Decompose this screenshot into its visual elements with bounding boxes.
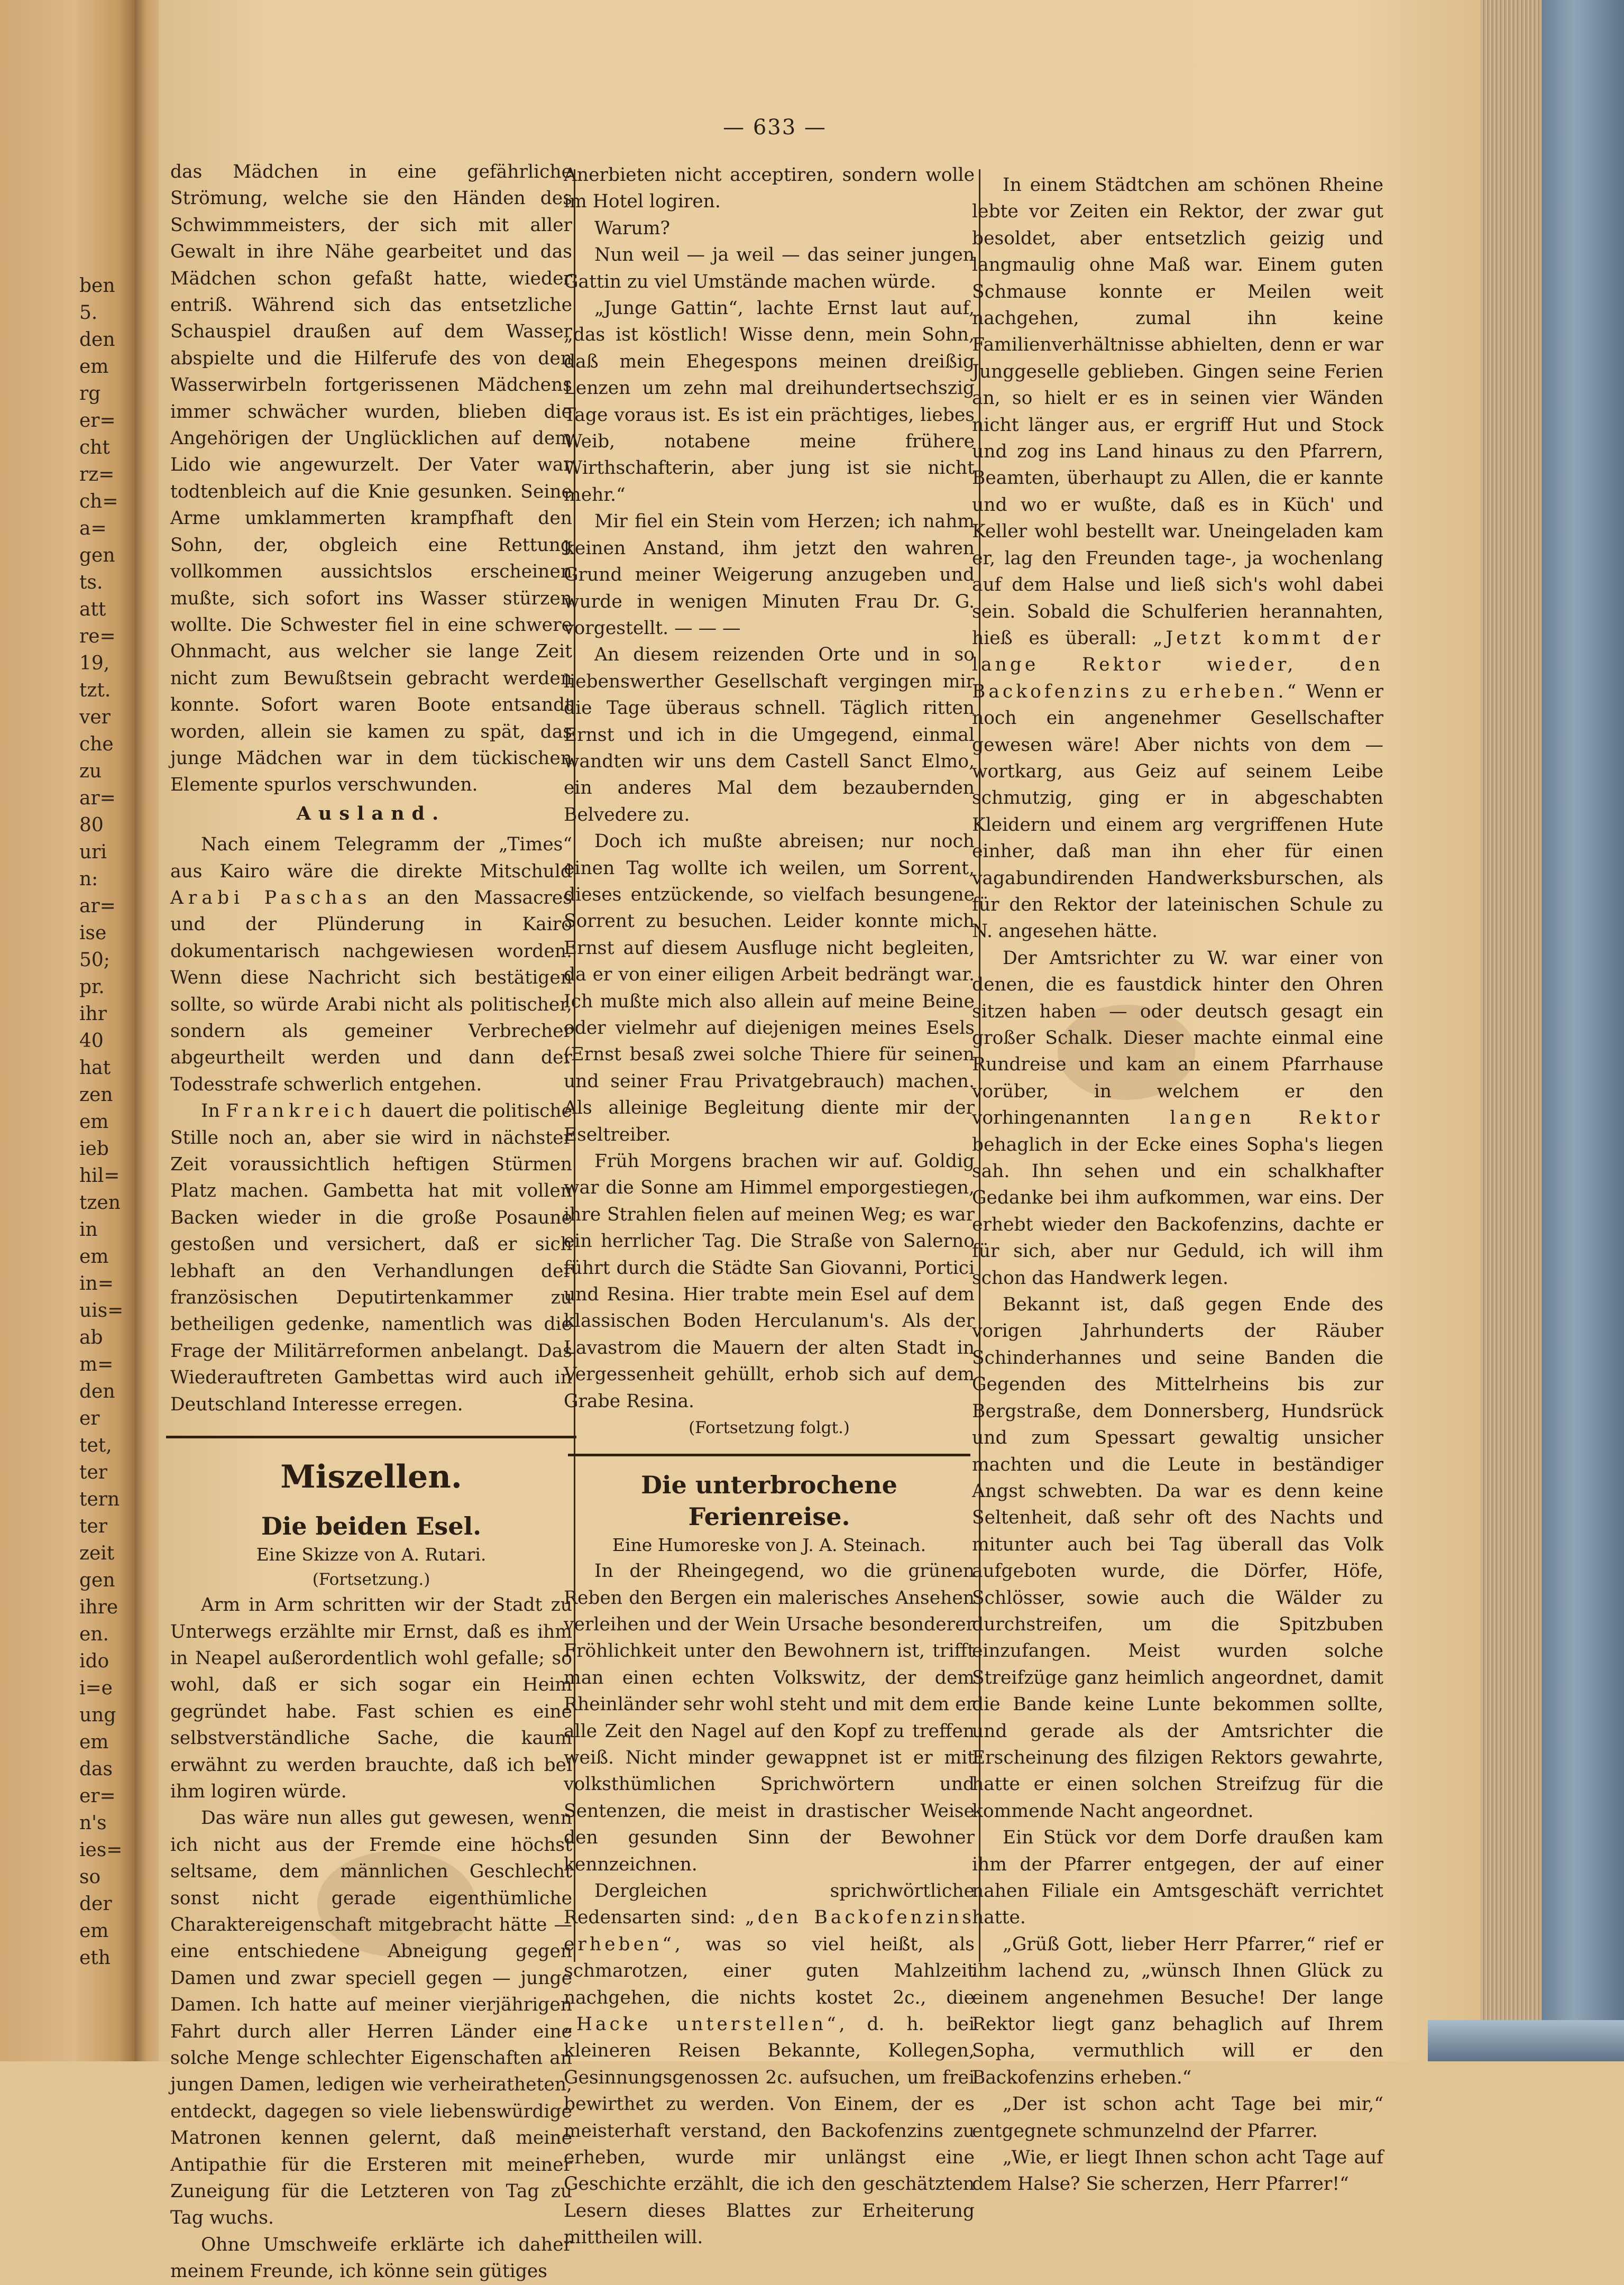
left-page-fragment: 80: [79, 814, 104, 836]
left-page-fragment: zeit: [79, 1543, 115, 1564]
left-page-fragment: ar=: [79, 787, 116, 809]
left-page-fragment: den: [79, 1381, 115, 1402]
left-page-fragment: 50;: [79, 949, 110, 971]
left-page-fragment: ter: [79, 1462, 107, 1483]
left-page-fragment: den: [79, 329, 115, 351]
spaced-phrase: langen Rektor: [1170, 1107, 1384, 1129]
section-heading-miszellen: Miszellen.: [280, 1458, 462, 1496]
paragraph: In der Rheingegend, wo die grünen Reben den Bergen ein malerisches Ansehen verleihen und der Wein Ursache besonderer Fröhlichkeit unter den Bewohnern ist, trifft man einen echten Volkswitz, der dem Rheinländer sehr wohl steht und mit dem er alle Zeit den Nagel auf den Kopf zu treffen weiß. Nicht minder gewappnet ist er mit volksthümlichen Sprichwörtern und Sentenzen, die meist in drastischer Weise den gesunden Sinn der Bewohner kennzeichnen.: [564, 1561, 975, 1875]
paragraph: Arm in Arm schritten wir der Stadt zu Unterwegs erzählte mir Ernst, daß es ihm in Neapel außerordentlich wohl gefalle; so wohl, daß er sich sogar ein Heim gegründet habe. Fast schien es eine selbstverständliche Sache, die kaum erwähnt zu werden brauchte, daß ich bei ihm logiren würde.: [170, 1594, 572, 1802]
text-run: Wenn er noch ein angenehmer Gesellschafter gewesen wäre! Aber nichts von dem — wortkarg, aus Geiz auf seinem Leibe schmutzig, ging er in abgeschabten Kleidern und einem arg vergriffenen Hute einher, daß man ihn eher für einen vagabundirenden Handwerksburschen, als für den Rektor der lateinischen Schule zu N. angesehen hätte.: [972, 681, 1383, 942]
left-page-fragment: em: [79, 356, 109, 378]
paragraph: Warum?: [594, 217, 670, 239]
text-run: behaglich in der Ecke eines Sopha's liegen sah. Ihn sehen und ein schalkhafter Gedanke bei ihm aufkommen, war eins. Der erhebt wieder den Backofenzins, dachte er für sich, aber nur Geduld, ich will ihm schon das Handwerk legen.: [972, 1134, 1383, 1289]
story-title: Die unterbrochene Ferienreise.: [641, 1471, 897, 1531]
spaced-phrase: „den Backofenzins erheben“: [564, 1907, 975, 1955]
paragraph: Doch ich mußte abreisen; nur noch einen Tag wollte ich weilen, um Sorrent, dieses entzückende, so vielfach besungene Sorrent zu besuchen. Leider konnte mich Ernst auf diesem Ausfluge nicht begleiten, da er von einer eiligen Arbeit bedrängt war. Ich mußte mich also allein auf meine Beine oder vielmehr auf diejenigen meines Esels (Ernst besaß zwei solche Thiere für seinen und seiner Frau Privatgebrauch) machen. Als alleinige Begleitung diente mir der Eseltreiber.: [564, 831, 975, 1145]
left-page-fragment: tzen: [79, 1192, 121, 1214]
paragraph: An diesem reizenden Orte und in so liebenswerther Gesellschaft vergingen mir die Tage überaus schnell. Täglich ritten Ernst und ich in die Umgegend, einmal wandten wir uns dem Castell Sanct Elmo, ein anderes Mal dem bezaubernden Belvedere zu.: [564, 644, 975, 825]
left-page-fragment: ung: [79, 1704, 116, 1726]
story-subtitle: Eine Skizze von A. Rutari.: [256, 1544, 487, 1565]
left-page-fragment: m=: [79, 1354, 114, 1375]
left-page-fragment: zu: [79, 760, 102, 782]
left-page-fragment: cht: [79, 437, 110, 458]
left-page-fragment: pr.: [79, 976, 105, 998]
paragraph: „Grüß Gott, lieber Herr Pfarrer,“ rief er ihm lachend zu, „wünsch Ihnen Glück zu einem angenehmen Besuche! Der lange Rektor liegt ganz behaglich auf Ihrem Sopha, vermuthlich will er den Backofenzins erheben.“: [972, 1933, 1383, 2088]
left-page-fragment: em: [79, 1246, 109, 1268]
paragraph: [170, 1098, 572, 1418]
left-page-fragment: in=: [79, 1273, 114, 1295]
left-page-fragment: der: [79, 1893, 112, 1915]
left-page-fragment: ter: [79, 1516, 107, 1537]
left-page-fragment: 40: [79, 1030, 104, 1052]
paragraph: „Wie, er liegt Ihnen schon acht Tage auf dem Halse? Sie scherzen, Herr Pfarrer!“: [972, 2147, 1383, 2195]
left-page-fragment: ihr: [79, 1003, 107, 1025]
paragraph: [972, 172, 1383, 945]
left-page-fragment: tzt.: [79, 680, 111, 701]
text-run: Der Amtsrichter zu W. war einer von denen, die es faustdick hinter den Ohren sitzen haben — oder deutsch gesagt ein großer Schalk. Dieser machte einmal eine Rundreise und kam an einem Pfarrhause vorüber, in welchem er den vorhingenannten: [972, 947, 1383, 1129]
left-page-fragment: eth: [79, 1947, 111, 1969]
continuation-note: (Fortsetzung folgt.): [689, 1418, 850, 1438]
paragraph: „Der ist schon acht Tage bei mir,“ entgegnete schmunzelnd der Pfarrer.: [972, 2094, 1383, 2142]
left-page-fragment: gen: [79, 1570, 115, 1591]
text-run: Nach einem Telegramm der „Times“ aus Kairo wäre die direkte Mitschuld: [170, 834, 572, 882]
paragraph: das Mädchen in eine gefährliche Strömung, welche sie den Händen des Schwimmmeisters, der sich mit aller Gewalt in ihre Nähe gearbeitet und das Mädchen schon gefaßt hatte, wieder entriß. Während sich das entsetzliche Schauspiel draußen auf dem Wasser abspielte und die Hilferufe des von den Wasserwirbeln fortgerissenen Mädchens immer schwächer wurden, blieben die Angehörigen der Unglücklichen auf dem Lido wie angewurzelt. Der Vater war todtenbleich auf die Knie gesunken. Seine Arme umklammerten krampfhaft den Sohn, der, obgleich eine Rettung vollkommen aussichtslos erscheinen mußte, sich sofort ins Wasser stürzen wollte. Die Schwester fiel in eine schwere Ohnmacht, aus welcher sie lange Zeit nicht zum Bewußtsein gebracht werden konnte. Sofort waren Boote entsandt worden, allein sie kamen zu spät, das junge Mädchen war in dem tückischen Elemente spurlos verschwunden.: [170, 161, 572, 796]
column-2: [564, 162, 975, 2251]
left-page-fragment: in: [79, 1219, 98, 1241]
left-page-fragment: che: [79, 733, 114, 755]
left-page-fragment: ts.: [79, 572, 103, 593]
left-page-fragment: ab: [79, 1327, 103, 1348]
text-run: In einem Städtchen am schönen Rheine lebte vor Zeiten ein Rektor, der zwar gut besoldet, aber entsetzlich geizig und langmaulig ohne Maß war. Einem guten Schmause konnte er Meilen weit nachgehen, zumal ihn keine Familienverhältnisse abhielten, denn er war Junggeselle geblieben. Gingen seine Ferien an, so hielt er es in seinen vier Wänden nicht länger aus, er ergriff Hut und Stock und zog ins Land hinaus zu den Pfarrern, Beamten, überhaupt zu Allen, die er kannte und wo er wußte, daß es in Küch' und Keller wohl bestellt war. Uneingeladen kam er, lag den Freunden tage-, ja wochenlang auf dem Halse und ließ sich's wohl dabei sein. Sobald die Schulferien herannahten, hieß es überall:: [972, 175, 1383, 649]
left-page-fragment: rg: [79, 383, 101, 405]
paragraph: Mir fiel ein Stein vom Herzen; ich nahm keinen Anstand, ihm jetzt den wahren Grund meiner Weigerung anzugeben und wurde in wenigen Minuten Frau Dr. G. vorgestellt. — — —: [564, 511, 975, 639]
left-page-fragment: em: [79, 1920, 109, 1942]
paragraph: [972, 945, 1383, 1291]
left-page-fragment: ar=: [79, 895, 116, 917]
column-3: [972, 172, 1383, 2198]
paragraph: [170, 831, 572, 1098]
text-run: , d. h. bei kleineren Reisen Bekannte, Kollegen, Gesinnungsgenossen 2c. aufsuchen, um frei bewirthet zu werden. Von Einem, der es meisterhaft verstand, den Backofenzins zu erheben, wurde mir unlängst eine Geschichte erzählt, die ich den geschätzten Lesern dieses Blattes zur Erheiterung mittheilen will.: [564, 2014, 975, 2249]
text-run: In: [201, 1100, 226, 1122]
section-heading-ausland: Ausland.: [296, 802, 446, 824]
left-page-fragment: ver: [79, 706, 111, 728]
text-run: dauert die politische Stille noch an, aber sie wird in nächster Zeit voraussichtlich heftigen Stürmen Platz machen. Gambetta hat mit vollen Backen wieder in die große Posaune gestoßen und versichert, daß er sich lebhaft an den Verhandlungen der französischen Deputirtenkammer zu betheiligen gedenke, namentlich was die Frage der Militärreformen anbelangt. Das Wiederauftreten Gambettas wird auch in Deutschland Interesse erregen.: [170, 1100, 573, 1415]
text-run: Dergleichen sprichwörtliche Redensarten sind:: [564, 1880, 975, 1929]
left-page-fragment: das: [79, 1758, 113, 1780]
left-page-fragment: ies=: [79, 1839, 123, 1861]
left-page-fragment: em: [79, 1111, 109, 1133]
paragraph: [564, 1878, 975, 2251]
left-page-fragment: en.: [79, 1623, 109, 1645]
left-page-fragment: 5.: [79, 302, 98, 324]
left-page-fragment: ise: [79, 922, 107, 944]
book-cover: [1542, 0, 1624, 2061]
spaced-name: Frankreich: [225, 1100, 376, 1122]
paragraph: Früh Morgens brachen wir auf. Goldig war die Sonne am Himmel emporgestiegen, ihre Strahlen fielen auf meinen Weg; es war ein herrlicher Tag. Die Straße von Salerno führt durch die Städte San Giovanni, Portici und Resina. Hier trabte mein Esel auf dem klassischen Boden Herculanum's. Als der Lavastrom die Mauern der alten Stadt in Vergessenheit gehüllt, erhob sich auf dem Grabe Resina.: [564, 1151, 975, 1412]
left-page-fragment: so: [79, 1866, 101, 1888]
paragraph: Ein Stück vor dem Dorfe draußen kam ihm der Pfarrer entgegen, der auf einer nahen Filiale ein Amtsgeschäft verrichtet hatte.: [972, 1827, 1383, 1929]
left-page-fragment: a=: [79, 518, 107, 539]
left-page-fragment: ieb: [79, 1138, 109, 1160]
paragraph: Bekannt ist, daß gegen Ende des vorigen Jahrhunderts der Räuber Schinderhannes und seine Banden die Gegenden des Mittelrheins bis zur Bergstraße, dem Donnersberg, Hundsrück und zum Spessart gewaltig unsicher machten und die Leute in beständiger Angst schwebten. Da war es denn keine Seltenheit, daß sehr oft des Nachts und mitunter auch bei Tag überall das Volk aufgeboten wurde, die Dörfer, Höfe, Schlösser, sowie auch die Wälder zu durchstreifen, um die Spitzbuben einzufangen. Meist wurden solche Streifzüge ganz heimlich angeordnet, damit die Bande keine Lunte bekommen sollte, und gerade als der Amtsrichter die Erscheinung des filzigen Rektors gewahrte, hatte er einen solchen Streifzug für die kommende Nacht angeordnet.: [972, 1294, 1383, 1822]
left-page-fragment: er: [79, 1408, 100, 1429]
left-page-fragment: hat: [79, 1057, 111, 1079]
left-page-fragment: em: [79, 1731, 109, 1753]
text-run: an den Massacres und der Plünderung in Kairo dokumentarisch nachgewiesen worden. Wenn diese Nachricht sich bestätigen sollte, so würde Arabi nicht als politischer, sondern als gemeiner Verbrecher abgeurtheilt werden und dann der Todesstrafe schwerlich entgehen.: [170, 887, 573, 1095]
story-title: Die beiden Esel.: [261, 1512, 482, 1541]
text-run: , was so viel heißt, als schmarotzen, einer guten Mahlzeit nachgehen, die nichts kostet 2c., die: [564, 1933, 975, 2008]
page-edges: [1481, 0, 1544, 2061]
page-number: — 633 —: [723, 115, 827, 140]
column-1: [170, 159, 572, 2285]
left-page-fragment: att: [79, 599, 106, 620]
left-page-fragment: er=: [79, 1785, 116, 1807]
left-page-fragment: gen: [79, 545, 115, 566]
left-page-fragment: uis=: [79, 1300, 124, 1322]
paragraph: Anerbieten nicht acceptiren, sondern wolle im Hotel logiren.: [564, 164, 975, 213]
paragraph: „Junge Gattin“, lachte Ernst laut auf, „das ist köstlich! Wisse denn, mein Sohn, daß mein Ehegespons meinen dreißig Lenzen um zehn mal dreihundertsechszig Tage voraus ist. Es ist ein prächtiges, liebes Weib, notabene meine frühere Wirthschafterin, aber jung ist sie nicht mehr.“: [564, 298, 975, 506]
left-page-fragment: ch=: [79, 491, 118, 512]
paragraph: Ohne Umschweife erklärte ich daher meinem Freunde, ich könne sein gütiges: [170, 2234, 572, 2282]
left-page-fragment: ben: [79, 275, 115, 297]
left-page-fragment: uri: [79, 841, 107, 863]
spaced-name: Arabi Paschas: [170, 887, 372, 909]
left-page-fragment: i=e: [79, 1677, 113, 1699]
left-page-fragment: rz=: [79, 464, 115, 485]
left-page-edge: [0, 0, 135, 2061]
paragraph: Das wäre nun alles gut gewesen, wenn ich nicht aus der Fremde eine höchst seltsame, dem männlichen Geschlecht sonst nicht gerade eigenthümliche Charaktereigenschaft mitgebracht hätte — eine entschiedene Abneigung gegen Damen und zwar speciell gegen — junge Damen. Ich hatte auf meiner vierjährigen Fahrt durch aller Herren Länder eine solche Menge schlechter Eigenschaften an jungen Damen, ledigen wie verheiratheten, entdeckt, dagegen so viele liebenswürdige Matronen kennen gelernt, daß meine Antipathie für die Ersteren mit meiner Zuneigung für die Letzteren von Tag zu Tag wuchs.: [170, 1807, 572, 2229]
left-page-fragment: n's: [79, 1812, 107, 1834]
left-page-fragment: n:: [79, 868, 98, 890]
paragraph: Nun weil — ja weil — das seiner jungen Gattin zu viel Umstände machen würde.: [564, 244, 975, 292]
spaced-phrase: „Jetzt kommt der lange Rektor wieder, den Backofenzins zu erheben.“: [972, 627, 1383, 702]
continuation-note: (Fortsetzung.): [312, 1570, 430, 1590]
left-page-fragment: tern: [79, 1489, 120, 1510]
left-page-fragment: tet,: [79, 1435, 112, 1456]
spaced-phrase: „Hacke unterstellen“: [564, 2014, 839, 2035]
left-page-fragment: zen: [79, 1084, 113, 1106]
left-page-fragment: er=: [79, 410, 116, 432]
left-page-fragment: hil=: [79, 1165, 120, 1187]
left-page-fragment: re=: [79, 626, 116, 647]
book-cover-bottom: [1428, 2020, 1624, 2061]
left-page-fragment: 19,: [79, 653, 110, 674]
left-page-fragment: ihre: [79, 1596, 118, 1618]
story-subtitle: Eine Humoreske von J. A. Steinach.: [612, 1535, 926, 1556]
left-page-fragment: ido: [79, 1650, 109, 1672]
